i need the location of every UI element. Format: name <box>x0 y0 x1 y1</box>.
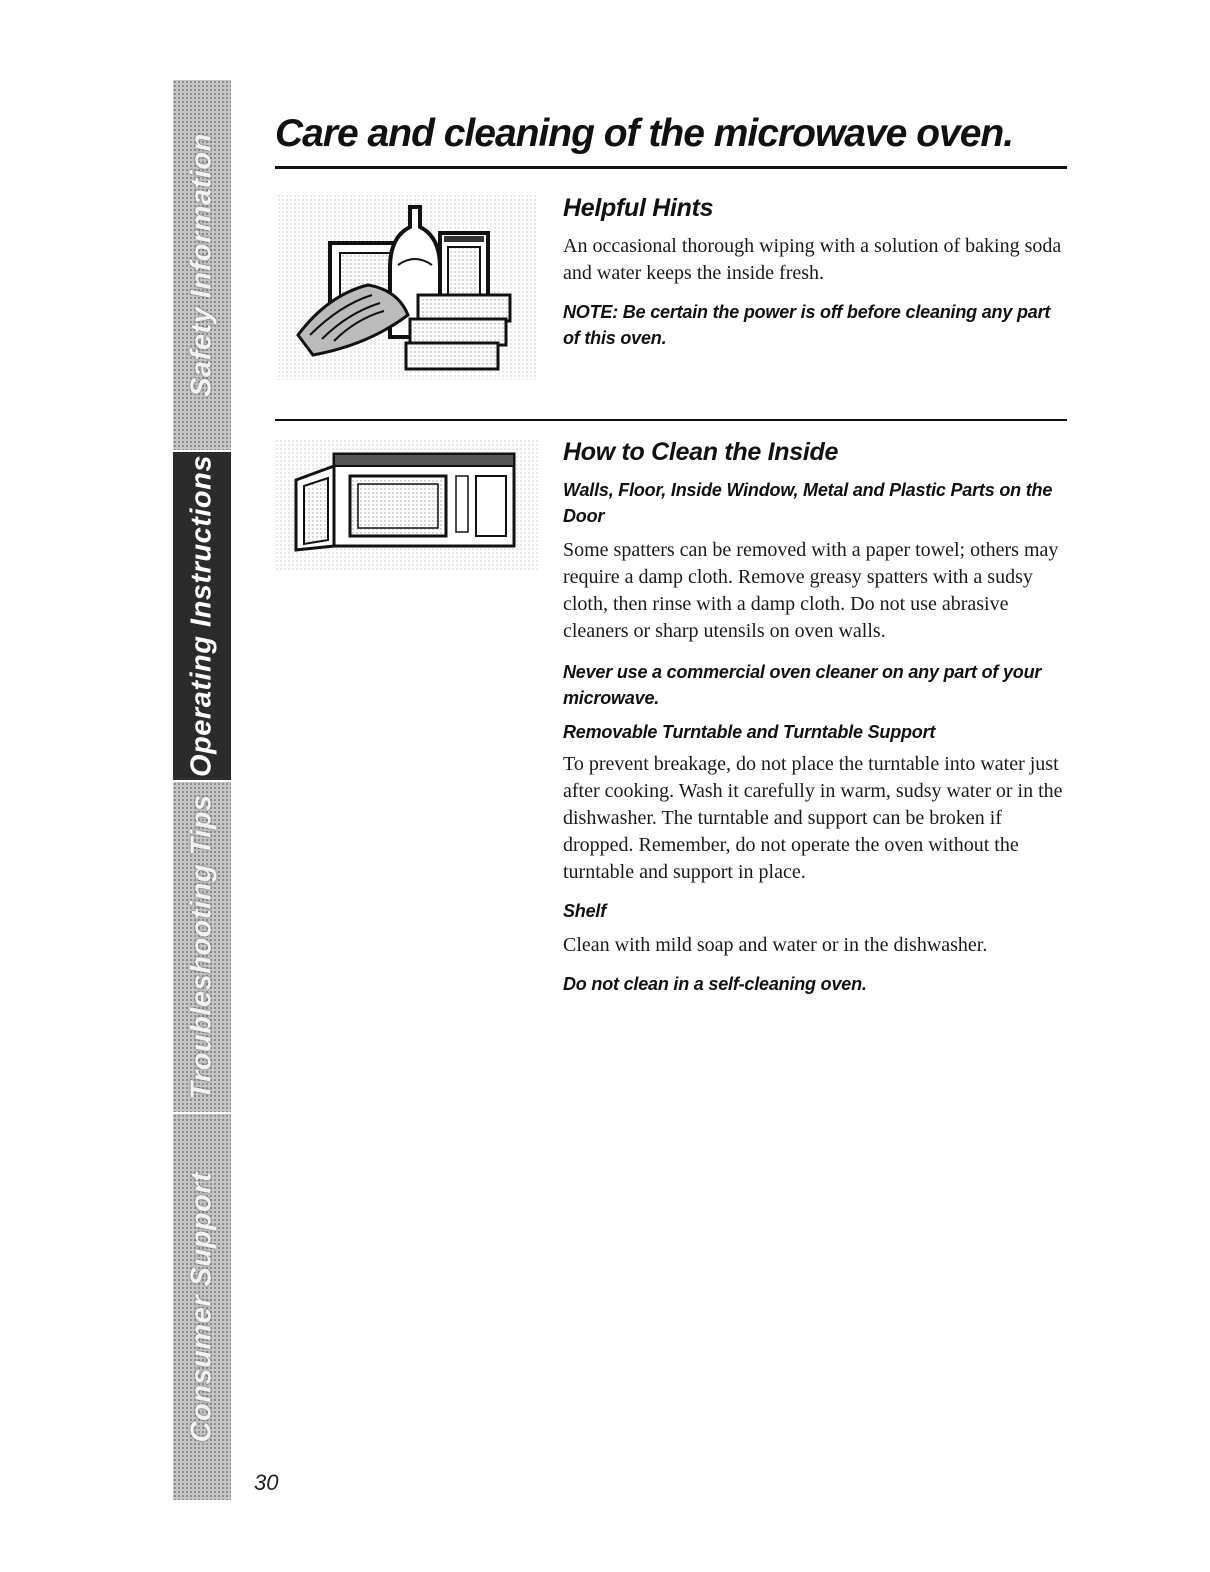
shelf-body: Clean with mild soap and water or in the dishwasher. <box>563 934 988 956</box>
section-tab-strip <box>173 80 231 1500</box>
walls-floor-body: Some spatters can be removed with a paper towel; others may require a damp cloth. Remove greasy spatters with a sudsy cloth, then rinse with a damp cloth. Do not use abrasive cleaners or sharp utensils on oven walls. <box>563 539 1059 642</box>
tab-consumer-support[interactable] <box>173 1114 231 1500</box>
tab-label: Troubleshooting Tips <box>185 794 218 1100</box>
self-cleaning-warning: Do not clean in a self-cleaning oven. <box>563 974 867 994</box>
helpful-hints-section <box>563 194 1063 351</box>
tab-label: Consumer Support <box>185 1171 218 1443</box>
helpful-hints-heading: Helpful Hints <box>563 194 714 222</box>
how-to-clean-heading: How to Clean the Inside <box>563 438 839 466</box>
tab-label: Operating Instructions <box>185 455 218 777</box>
turntable-subheading: Removable Turntable and Turntable Support <box>563 722 936 742</box>
tab-troubleshooting-tips[interactable] <box>173 782 231 1112</box>
cleaning-supplies-illustration <box>278 195 538 380</box>
walls-floor-subheading: Walls, Floor, Inside Window, Metal and Plastic Parts on the Door <box>563 480 1053 526</box>
oven-cleaner-warning: Never use a commercial oven cleaner on any part of your microwave. <box>563 662 1042 708</box>
helpful-hints-body: An occasional thorough wiping with a solution of baking soda and water keeps the inside fresh. <box>563 235 1062 284</box>
shelf-subheading: Shelf <box>563 901 607 921</box>
section-divider <box>275 419 1067 421</box>
page-title: Care and cleaning of the microwave oven. <box>275 112 1014 155</box>
tab-label: Safety Information <box>185 133 218 397</box>
how-to-clean-section <box>563 438 1063 997</box>
tab-operating-instructions[interactable] <box>173 452 231 780</box>
turntable-body: To prevent breakage, do not place the turntable into water just after cooking. Wash it carefully in warm, sudsy water or in the dishwasher. The turntable and support can be broken if dropped. Remember, do not operate the oven without the turntable and support in place. <box>563 753 1063 883</box>
tab-safety-information[interactable] <box>173 80 231 450</box>
power-off-note: NOTE: Be certain the power is off before cleaning any part of this oven. <box>563 302 1051 348</box>
title-divider <box>275 166 1067 169</box>
page-number: 30 <box>254 1470 279 1495</box>
microwave-oven-illustration <box>276 440 538 570</box>
